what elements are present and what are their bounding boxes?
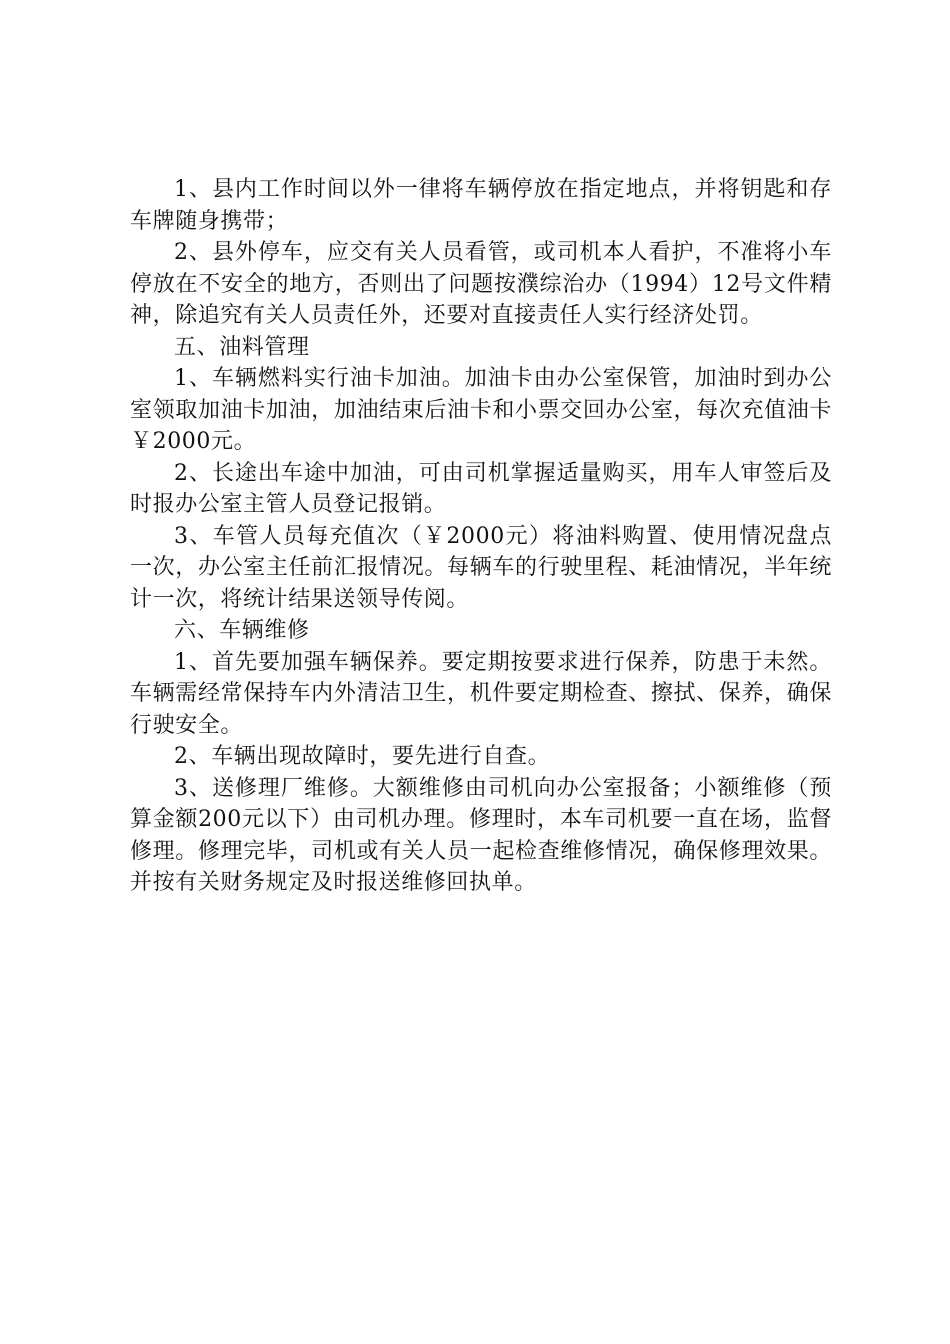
paragraph-parking-local: 1、县内工作时间以外一律将车辆停放在指定地点，并将钥匙和存车牌随身携带； xyxy=(130,177,832,234)
paragraph-repair-maintenance: 1、首先要加强车辆保养。要定期按要求进行保养，防患于未然。车辆需经常保持车内外清洁卫生，机件要定期检查、擦拭、保养，确保行驶安全。 xyxy=(130,649,832,738)
paragraph-parking-outside: 2、县外停车，应交有关人员看管，或司机本人看护，不准将小车停放在不安全的地方，否则出了问题按濮综治办（1994）12号文件精神，除追究有关人员责任外，还要对直接责任人实行经济处罚。 xyxy=(130,240,832,328)
document-body xyxy=(130,174,832,899)
section-heading-repair: 六、车辆维修 xyxy=(174,618,310,643)
paragraph-repair-selfcheck: 2、车辆出现故障时，要先进行自查。 xyxy=(174,744,551,769)
paragraph-fuel-long-trip: 2、长途出车途中加油，可由司机掌握适量购买，用车人审签后及时报办公室主管人员登记报销。 xyxy=(130,460,832,517)
paragraph-fuel-card: 1、车辆燃料实行油卡加油。加油卡由办公室保管，加油时到办公室领取加油卡加油，加油结束后油卡和小票交回办公室，每次充值油卡￥2000元。 xyxy=(130,366,832,454)
section-heading-fuel: 五、油料管理 xyxy=(174,334,310,360)
paragraph-repair-shop: 3、送修理厂维修。大额维修由司机向办公室报备；小额维修（预算金额200元以下）由司机办理。修理时，本车司机要一直在场，监督修理。修理完毕，司机或有关人员一起检查维修情况，确保修理效果。并按有关财务规定及时报送维修回执单。 xyxy=(130,775,832,895)
paragraph-fuel-inventory: 3、车管人员每充值次（￥2000元）将油料购置、使用情况盘点一次，办公室主任前汇报情况。每辆车的行驶里程、耗油情况，半年统计一次，将统计结果送领导传阅。 xyxy=(130,523,832,612)
